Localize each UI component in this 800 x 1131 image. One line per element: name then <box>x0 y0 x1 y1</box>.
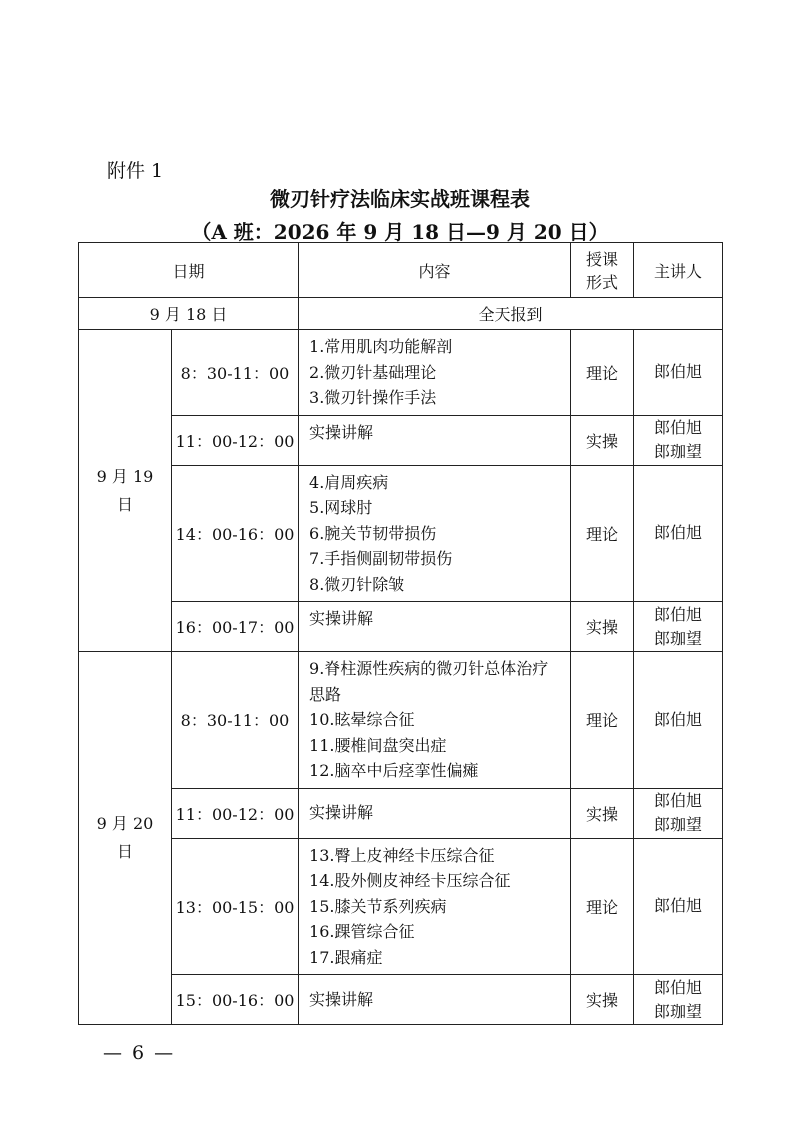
lecturer-name: 郎伯旭 <box>654 896 703 916</box>
session-lecturer <box>634 788 723 838</box>
header-lecturer: 主讲人 <box>634 243 723 298</box>
table-row <box>79 652 723 789</box>
lecturer-name: 郎伯旭 <box>654 977 703 997</box>
session-lecturer <box>634 330 723 416</box>
table-row <box>79 838 723 975</box>
session-form: 理论 <box>571 330 634 416</box>
session-lecturer <box>634 465 723 602</box>
header-row <box>79 243 723 298</box>
page-number: — 6 — <box>103 1042 176 1064</box>
document-subtitle: （A 班：2026 年 9 月 18 日—9 月 20 日） <box>191 220 609 244</box>
content-item: 13.臀上皮神经卡压综合征 <box>309 845 495 865</box>
header-content: 内容 <box>299 243 571 298</box>
content-item: 14.股外侧皮神经卡压综合征 <box>309 871 511 890</box>
header-form-line2: 形式 <box>586 273 619 292</box>
lecturer-name: 郎伯旭 <box>654 791 703 810</box>
session-form: 理论 <box>571 838 634 975</box>
session-content <box>299 975 571 1025</box>
content-item: 8.微刃针除皱 <box>309 574 405 594</box>
session-lecturer <box>634 602 723 652</box>
session-content <box>299 652 571 789</box>
session-lecturer <box>634 838 723 975</box>
day1-content: 全天报到 <box>299 298 723 330</box>
content-item: 实操讲解 <box>309 989 374 1009</box>
header-form-line1: 授课 <box>586 250 619 269</box>
document-title: 微刃针疗法临床实战班课程表 <box>270 187 530 211</box>
content-item: 实操讲解 <box>309 422 374 442</box>
table-row <box>79 602 723 652</box>
session-form: 理论 <box>571 652 634 789</box>
session-form: 实操 <box>571 788 634 838</box>
session-time: 15：00-16：00 <box>172 975 299 1025</box>
lecturer-name: 郎珈望 <box>654 442 703 461</box>
session-time: 14：00-16：00 <box>172 465 299 602</box>
content-item: 12.脑卒中后痉挛性偏瘫 <box>309 761 479 780</box>
session-lecturer <box>634 652 723 789</box>
session-content <box>299 465 571 602</box>
session-form: 实操 <box>571 602 634 652</box>
lecturer-name: 郎伯旭 <box>654 362 703 382</box>
content-item: 16.踝管综合征 <box>309 922 415 941</box>
table-row <box>79 465 723 602</box>
session-content <box>299 415 571 465</box>
content-item: 5.网球肘 <box>309 498 373 517</box>
session-time: 13：00-15：00 <box>172 838 299 975</box>
day3-date-line1: 9 月 20 <box>96 814 154 833</box>
session-time: 16：00-17：00 <box>172 602 299 652</box>
content-item: 15.膝关节系列疾病 <box>309 896 447 916</box>
lecturer-name: 郎伯旭 <box>654 418 703 437</box>
content-item: 1.常用肌肉功能解剖 <box>309 337 453 356</box>
content-item: 17.跟痛症 <box>309 947 383 967</box>
attachment-label: 附件 1 <box>107 160 164 182</box>
lecturer-name: 郎珈望 <box>654 1001 703 1021</box>
session-form: 实操 <box>571 415 634 465</box>
session-time: 8：30-11：00 <box>172 652 299 789</box>
table-row <box>79 975 723 1025</box>
session-time: 11：00-12：00 <box>172 415 299 465</box>
day1-date: 9 月 18 日 <box>79 298 299 330</box>
table-row <box>79 788 723 838</box>
session-content <box>299 788 571 838</box>
content-item: 11.腰椎间盘突出症 <box>309 735 447 755</box>
day2-date-line1: 9 月 19 <box>96 466 154 486</box>
session-form: 理论 <box>571 465 634 602</box>
table-row <box>79 415 723 465</box>
content-item: 实操讲解 <box>309 803 374 823</box>
session-lecturer <box>634 415 723 465</box>
session-form: 实操 <box>571 975 634 1025</box>
session-content <box>299 330 571 416</box>
day2-date-line2: 日 <box>116 494 133 514</box>
day2-date <box>79 330 172 652</box>
content-item: 实操讲解 <box>309 609 374 628</box>
session-content <box>299 838 571 975</box>
content-item: 7.手指侧副韧带损伤 <box>309 549 453 568</box>
header-date: 日期 <box>79 243 299 298</box>
content-item: 6.腕关节韧带损伤 <box>309 523 437 543</box>
session-lecturer <box>634 975 723 1025</box>
content-item: 10.眩晕综合征 <box>309 710 415 729</box>
day3-date <box>79 652 172 1025</box>
content-item: 2.微刃针基础理论 <box>309 362 437 382</box>
table-row <box>79 298 723 330</box>
schedule-table <box>78 242 723 1025</box>
lecturer-name: 郎珈望 <box>654 815 703 834</box>
content-item: 4.肩周疾病 <box>309 472 389 492</box>
lecturer-name: 郎伯旭 <box>654 709 703 729</box>
header-form <box>571 243 634 298</box>
session-content <box>299 602 571 652</box>
session-time: 11：00-12：00 <box>172 788 299 838</box>
content-item: 9.脊柱源性疾病的微刃针总体治疗思路 <box>309 659 549 704</box>
lecturer-name: 郎珈望 <box>654 628 703 648</box>
session-time: 8：30-11：00 <box>172 330 299 416</box>
table-row <box>79 330 723 416</box>
content-item: 3.微刃针操作手法 <box>309 388 437 407</box>
lecturer-name: 郎伯旭 <box>654 523 703 543</box>
lecturer-name: 郎伯旭 <box>654 604 703 624</box>
day3-date-line2: 日 <box>116 842 133 861</box>
